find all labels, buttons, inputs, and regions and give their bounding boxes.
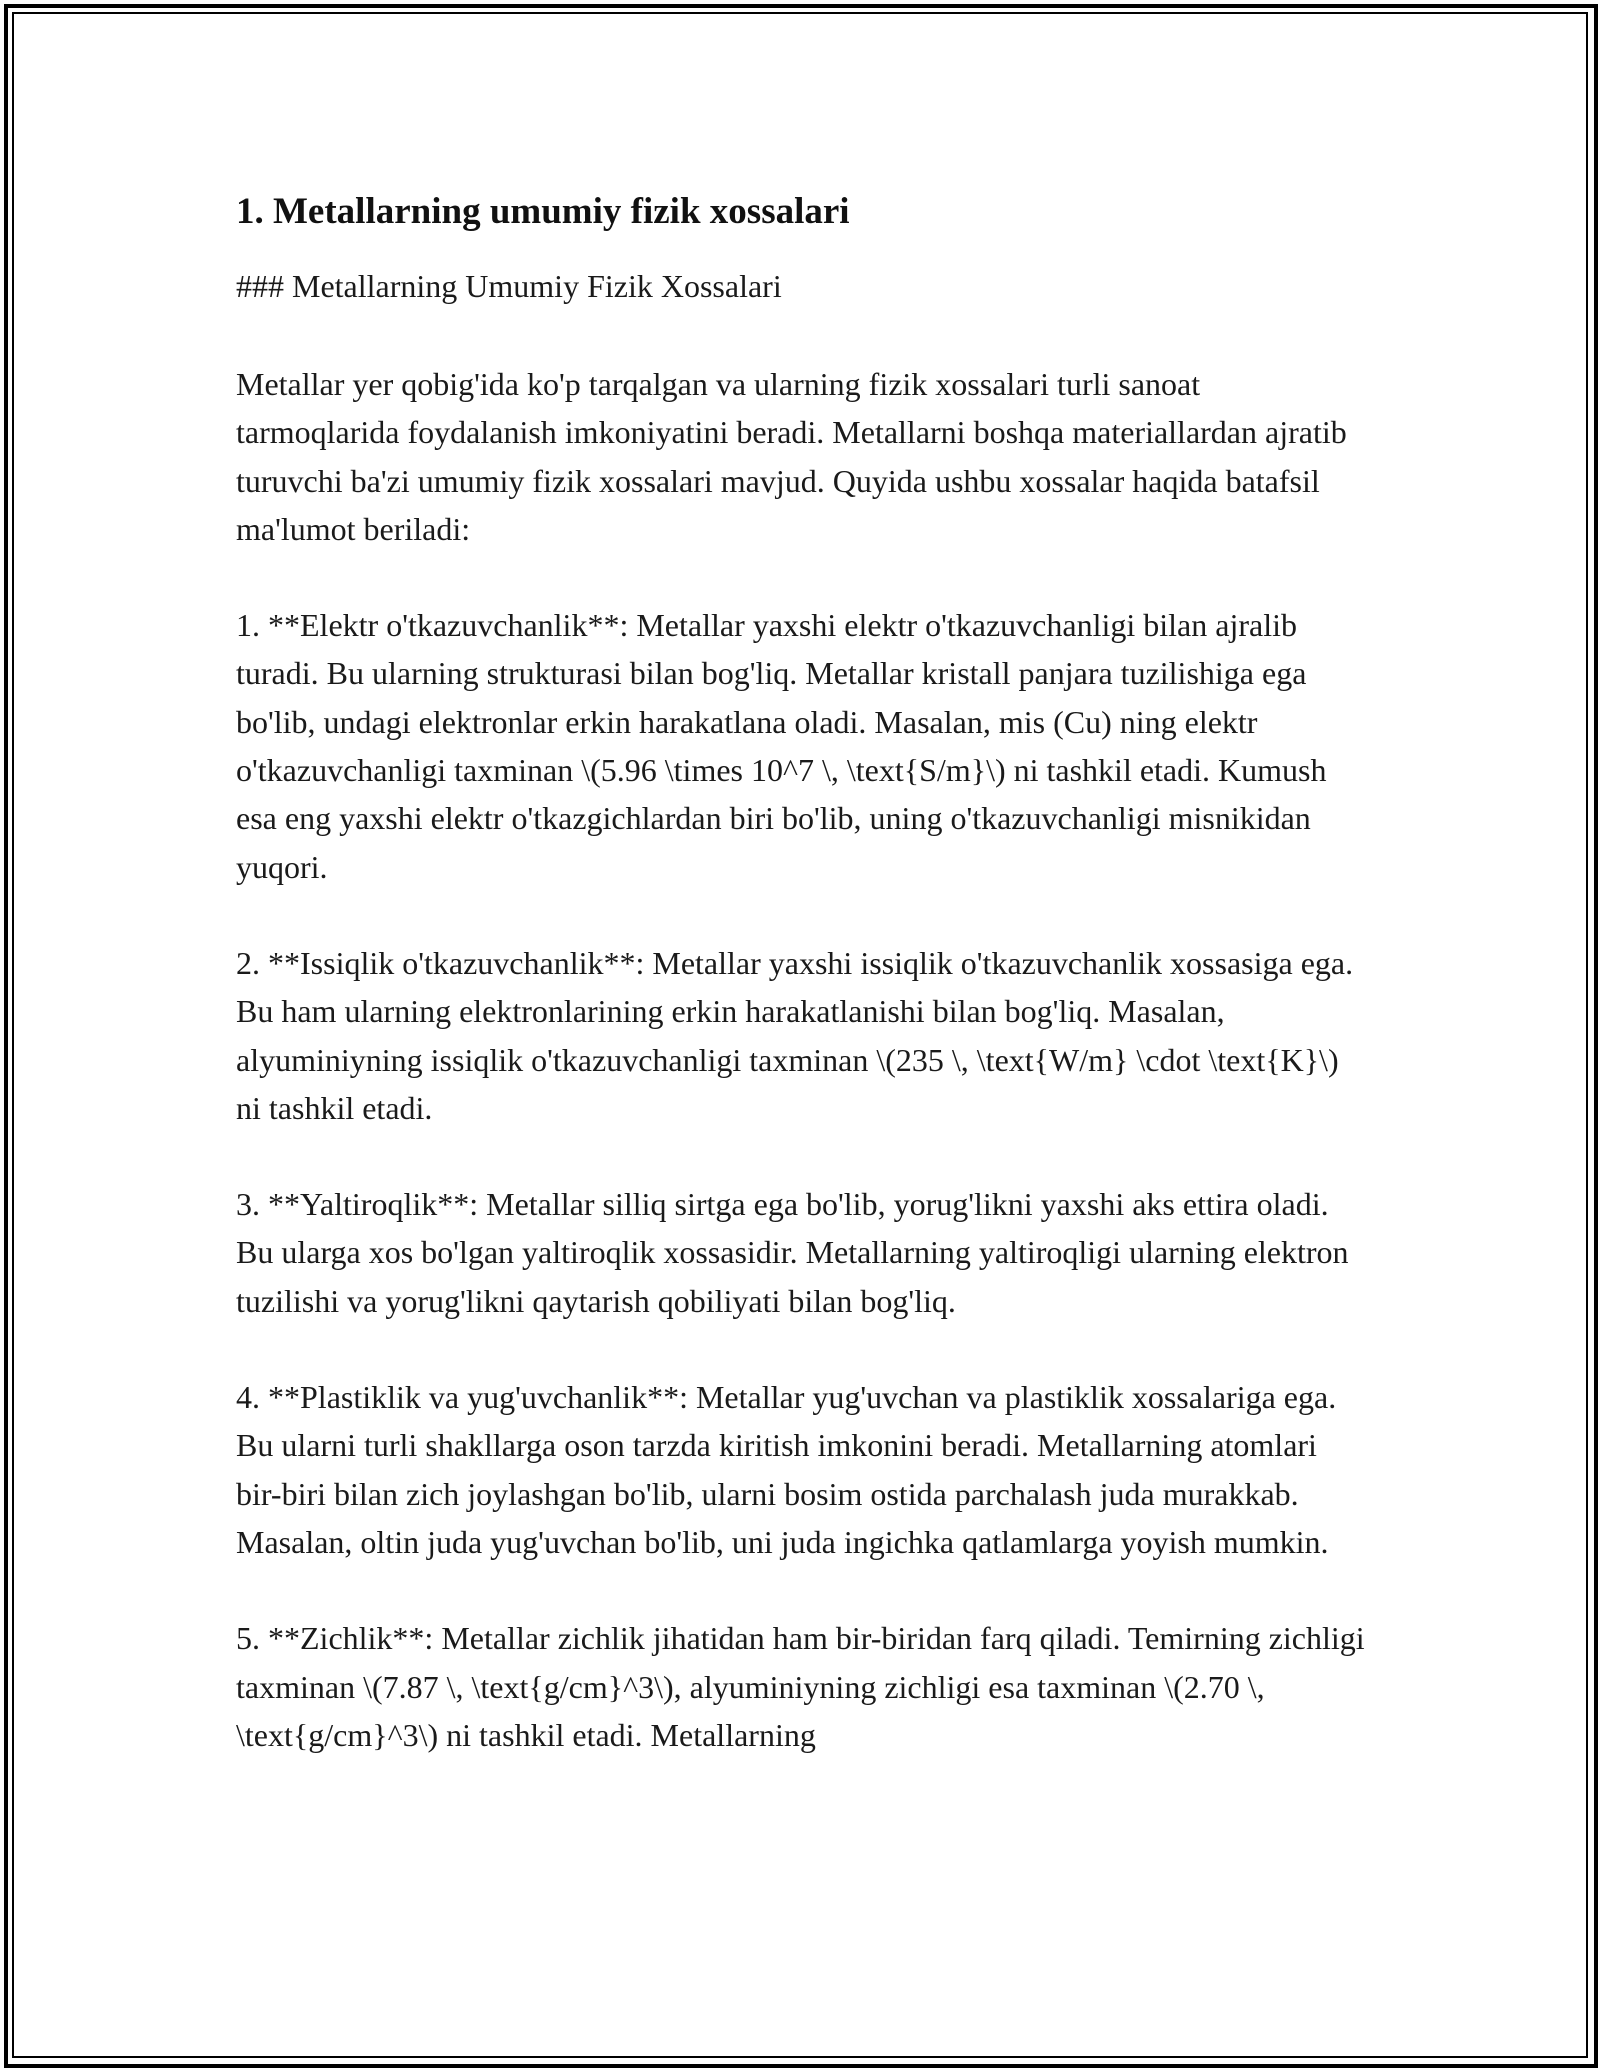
paragraph-thermal-conductivity: 2. **Issiqlik o'tkazuvchanlik**: Metallar yaxshi issiqlik o'tkazuvchanlik xossasiga ega. Bu ham ularning elektronlarining erkin harakatlanishi bilan bog'liq. Masalan, alyuminiyning issiqlik o'tkazuvchanligi taxminan \(235 \, \text{W/m} \cdot \text{K}\) ni tashkil etadi. xyxy=(236,944,1354,1126)
paragraph-density: 5. **Zichlik**: Metallar zichlik jihatidan ham bir-biridan farq qiladi. Temirning zichligi taxminan \(7.87 \, \text{g/cm}^3\), alyuminiyning zichligi esa taxminan \(2.70 \, \text{g/cm}^3\) ni tashkil etadi. Metallarning xyxy=(236,1620,1365,1753)
page-title: 1. Metallarning umumiy fizik xossalari xyxy=(236,191,850,232)
paragraph-electrical-conductivity: 1. **Elektr o'tkazuvchanlik**: Metallar yaxshi elektr o'tkazuvchanligi bilan ajralib turadi. Bu ularning strukturasi bilan bog'liq. Metallar kristall panjara tuzilishiga ega bo'lib, undagi elektronlar erkin harakatlana oladi. Masalan, mis (Cu) ning elektr o'tkazuvchanligi taxminan \(5.96 \times 10^7 \, \text{S/m}\) ni tashkil etadi. Kumush esa eng yaxshi elektr o'tkazgichlardan biri bo'lib, uning o'tkazuvchanligi misnikidan yuqori. xyxy=(236,607,1327,885)
paragraph-luster: 3. **Yaltiroqlik**: Metallar silliq sirtga ega bo'lib, yorug'likni yaxshi aks ettira oladi. Bu ularga xos bo'lgan yaltiroqlik xossasidir. Metallarning yaltiroqligi ularning elektron tuzilishi va yorug'likni qaytarish qobiliyati bilan bog'liq. xyxy=(236,1186,1349,1319)
section-subheading: ### Metallarning Umumiy Fizik Xossalari xyxy=(236,268,782,304)
intro-paragraph: Metallar yer qobig'ida ko'p tarqalgan va ularning fizik xossalari turli sanoat tarmoqlarida foydalanish imkoniyatini beradi. Metallarni boshqa materiallardan ajratib turuvchi ba'zi umumiy fizik xossalari mavjud. Quyida ushbu xossalar haqida batafsil ma'lumot beriladi: xyxy=(236,366,1347,547)
paragraph-plasticity: 4. **Plastiklik va yug'uvchanlik**: Metallar yug'uvchan va plastiklik xossalariga ega. Bu ularni turli shakllarga oson tarzda kiritish imkonini beradi. Metallarning atomlari bir-biri bilan zich joylashgan bo'lib, ularni bosim ostida parchalash juda murakkab. Masalan, oltin juda yug'uvchan bo'lib, uni juda ingichka qatlamlarga yoyish mumkin. xyxy=(236,1379,1337,1560)
document-body xyxy=(236,188,1366,1759)
